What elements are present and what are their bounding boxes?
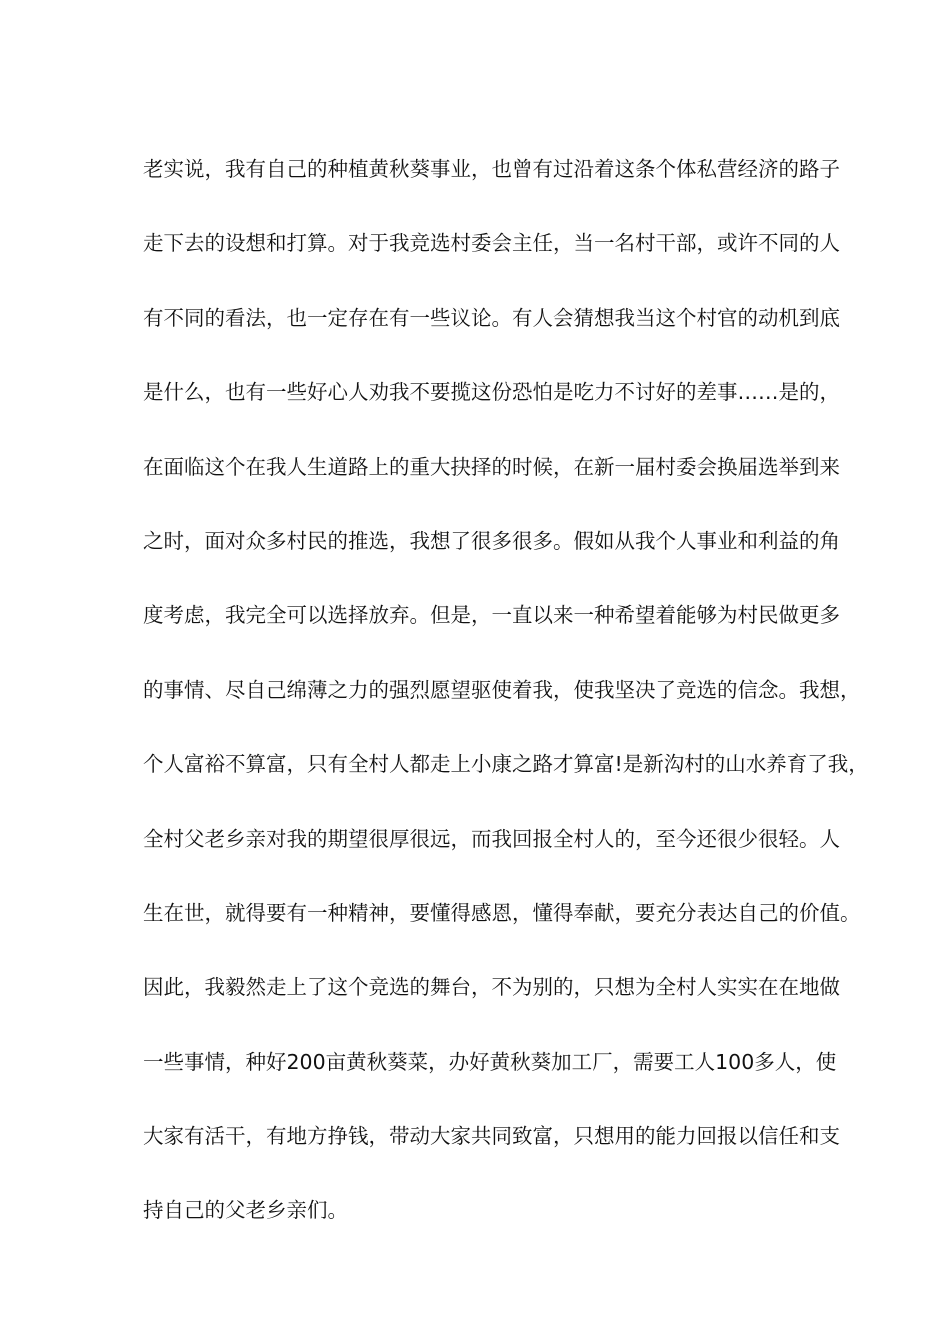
text-line: 生在世，就得要有一种精神，要懂得感恩，懂得奉献，要充分表达自己的价值。 (143, 900, 861, 925)
text-line: 大家有活干，有地方挣钱，带动大家共同致富，只想用的能力回报以信任和支 (143, 1124, 840, 1149)
text-line: 全村父老乡亲对我的期望很厚很远，而我回报全村人的，至今还很少很轻。人 (143, 826, 840, 851)
text-line: 度考虑，我完全可以选择放弃。但是，一直以来一种希望着能够为村民做更多 (143, 603, 840, 628)
text-line: 走下去的设想和打算。对于我竞选村委会主任，当一名村干部，或许不同的人 (143, 231, 840, 256)
text-line: 个人富裕不算富，只有全村人都走上小康之路才算富!是新沟村的山水养育了我， (143, 752, 869, 777)
body-paragraph (143, 132, 869, 1248)
text-line: 一些事情，种好200亩黄秋葵菜，办好黄秋葵加工厂，需要工人100多人，使 (143, 1049, 837, 1074)
text-line: 持自己的父老乡亲们。 (143, 1198, 348, 1223)
text-line: 有不同的看法，也一定存在有一些议论。有人会猜想我当这个村官的动机到底 (143, 305, 840, 330)
text-line: 老实说，我有自己的种植黄秋葵事业，也曾有过沿着这条个体私营经济的路子 (143, 157, 840, 181)
text-line: 的事情、尽自己绵薄之力的强烈愿望驱使着我，使我坚决了竞选的信念。我想， (143, 677, 861, 702)
text-line: 因此，我毅然走上了这个竞选的舞台，不为别的，只想为全村人实实在在地做 (143, 975, 840, 1000)
text-line: 是什么，也有一些好心人劝我不要揽这份恐怕是吃力不讨好的差事……是的， (143, 380, 840, 405)
text-line: 之时，面对众多村民的推选，我想了很多很多。假如从我个人事业和利益的角 (143, 528, 840, 553)
text-line: 在面临这个在我人生道路上的重大抉择的时候，在新一届村委会换届选举到来 (143, 454, 840, 479)
